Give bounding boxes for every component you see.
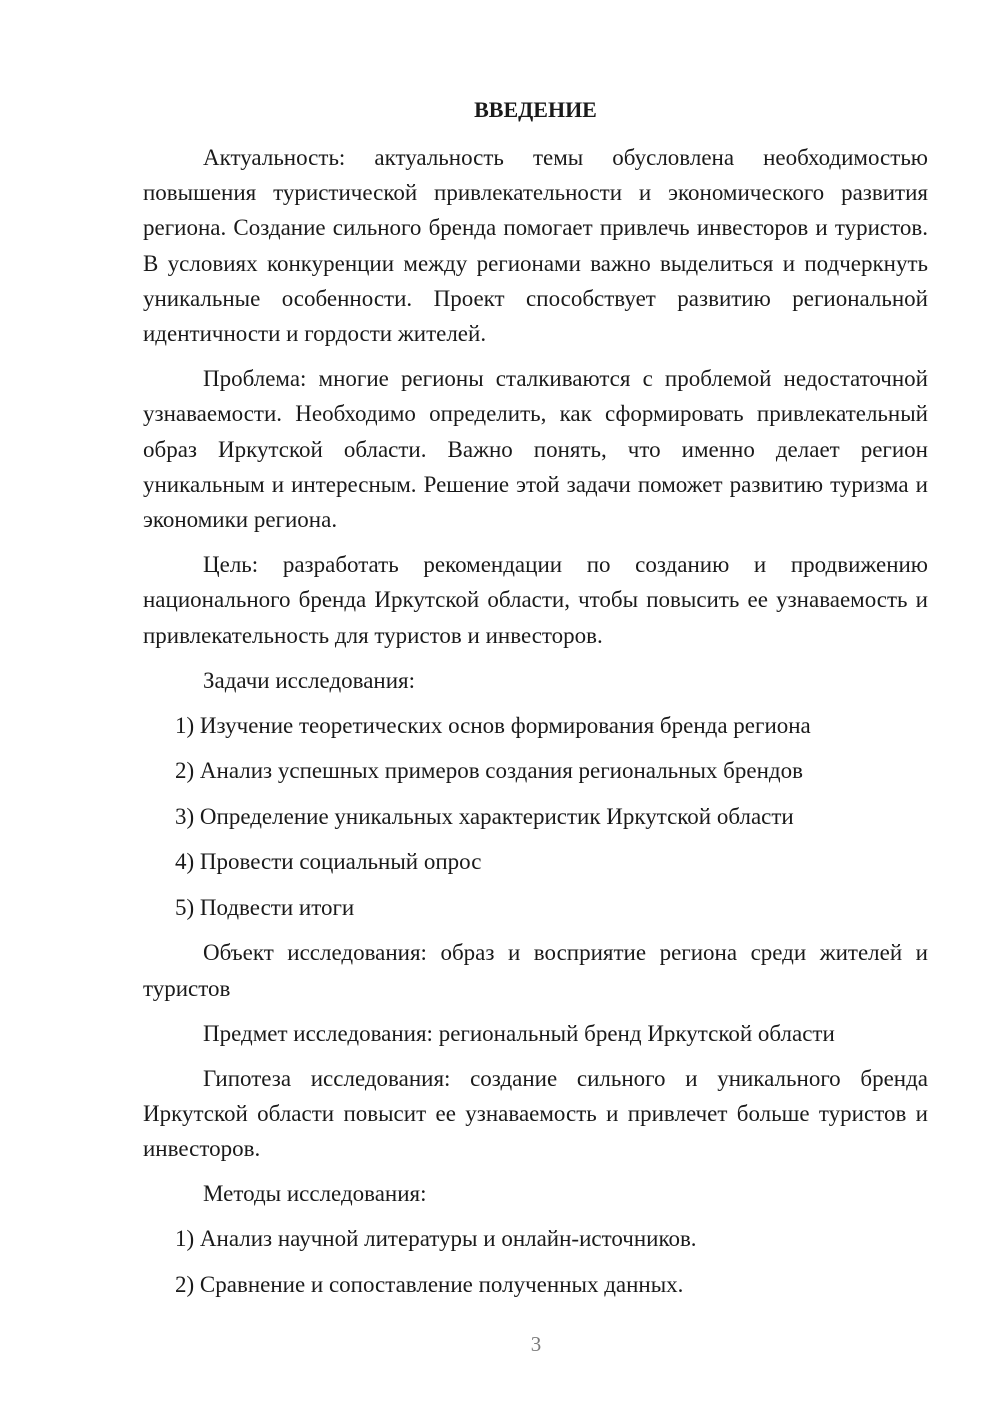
methods-title: Методы исследования: [203,1181,427,1207]
list-item: 2) Анализ успешных примеров создания региональных брендов [175,758,803,784]
subject-paragraph: Предмет исследования: региональный бренд Иркутской области [203,1020,835,1046]
tasks-list [143,708,928,925]
list-item: 5) Подвести итоги [175,894,355,920]
list-item: 1) Анализ научной литературы и онлайн-источников. [175,1226,697,1252]
object-paragraph: Объект исследования: образ и восприятие региона среди жителей и туристов [143,940,928,1001]
list-item: 3) Определение уникальных характеристик Иркутской области [175,803,794,829]
list-item: 4) Провести социальный опрос [175,849,482,875]
list-item: 2) Сравнение и сопоставление полученных данных. [175,1271,684,1297]
page-number: 3 [530,1332,542,1356]
hypothesis-paragraph: Гипотеза исследования: создание сильного и уникального бренда Иркутской области повысит ее узнаваемость и привлечет больше туристов и инвесторов. [143,1065,928,1162]
page-title: ВВЕДЕНИЕ [474,97,597,122]
tasks-title: Задачи исследования: [203,667,416,693]
list-item: 1) Изучение теоретических основ формирования бренда региона [175,712,811,738]
methods-list [143,1221,928,1302]
goal-paragraph: Цель: разработать рекомендации по созданию и продвижению национального бренда Иркутской области, чтобы повысить ее узнаваемость и привлекательность для туристов и инвесторов. [143,552,928,648]
problem-paragraph: Проблема: многие регионы сталкиваются с проблемой недостаточной узнаваемости. Необходимо определить, как сформировать привлекательный образ Иркутской области. Важно понять, что именно делает регион уникальным и интересным. Решение этой задачи поможет развитию туризма и экономики региона. [143,366,928,533]
document-page [143,94,928,1312]
relevance-paragraph: Актуальность: актуальность темы обусловлена необходимостью повышения туристической привлекательности и экономического развития региона. Создание сильного бренда помогает привлечь инвесторов и туристов. В условиях конкуренции между регионами важно выделиться и подчеркнуть уникальные особенности. Проект способствует развитию региональной идентичности и гордости жителей. [143,145,928,347]
